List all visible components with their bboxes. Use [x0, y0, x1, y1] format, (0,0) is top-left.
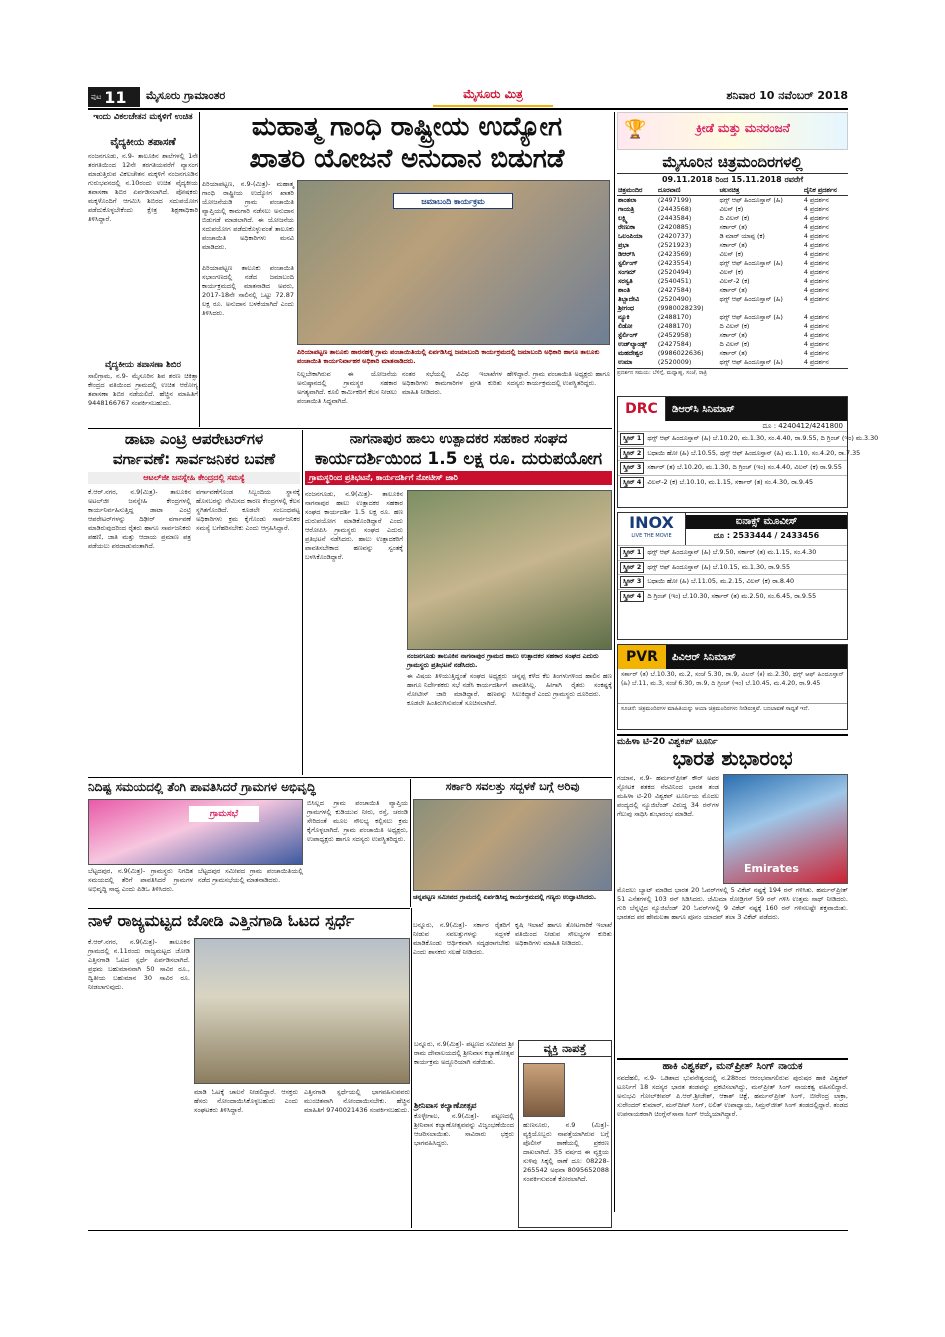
- cinema-cell: ಸರ್ಕಾರ್ (ತ): [719, 241, 748, 249]
- main-story-col1: ಪಿರಿಯಾಪಟ್ಟಣ, ನ.9-(ಮಿತ್ರ)- ಮಹಾತ್ಮ ಗಾಂಧಿ ರಾಷ್ಟ್ರೀಯ ಉದ್ಯೋಗ ಖಾತರಿ ಯೋಜನೆಯಡಿ ಗ್ರಾಮ ಪಂಚಾಯಿತಿ ವ್ಯಾಪ್ತಿಯಲ್ಲಿ ಕಾಮಗಾರಿ ನಡೆಸಲು ಅನುದಾನ ಬಿಡುಗಡೆ ಮಾಡಲಾಗಿದೆ. ಈ ಯೋಜನೆಯ ಸದುಪಯೋಗ ಪಡೆದುಕೊಳ್ಳುವಂತೆ ತಾಲೂಕು ಪಂಚಾಯಿತಿ ಅಧಿಕಾರಿಗಳು ಮನವಿ ಮಾಡಿದರು.: [202, 180, 294, 251]
- cinema-cell: ಸ್ಟರ್ಲಿಂಗ್: [618, 259, 638, 267]
- cinema-cell: (2423554): [657, 259, 692, 267]
- data-entry-col2: ವರ್ಗಾವಣೆಗೊಂಡ ಸಿಬ್ಬಂದಿಯ ಸ್ಥಾನಕ್ಕೆ ಹೊಸಬರನ್ನು ನೇಮಿಸದ ಕಾರಣ ಕೇಂದ್ರಗಳಲ್ಲಿ ಕೆಲಸ ಸ್ಥಗಿತಗೊಂಡಿದೆ. ಕೂಡಲೇ ಸಂಬಂಧಪಟ್ಟ ಅಧಿಕಾರಿಗಳು ಕ್ರಮ ಕೈಗೊಂಡು ಸಾರ್ವಜನಿಕರ ಸಮಸ್ಯೆ ಬಗೆಹರಿಸಬೇಕು ಎಂದು ಆಗ್ರಹಿಸಿದ್ದಾರೆ.: [196, 488, 300, 532]
- showtime-text: ಬಧಾಯಿ ಹೋ (ಹಿ) ಬೆ.10.55, ಥಗ್ಸ್ ಆಫ್ ಹಿಂದೂಸ್ತಾನ್ (ಹಿ) ಮ.1.10, ಸಂ.4.20, ರಾ.7.35: [647, 448, 861, 457]
- drc-block: [617, 396, 879, 508]
- cinema-row: [617, 214, 848, 223]
- cinema-cell: ಥಗ್ಸ್ ಆಫ್ ಹಿಂದೂಸ್ತಾನ್ (ಹಿ): [719, 295, 783, 303]
- header-rule: [88, 108, 848, 110]
- cinema-cell: ಉಡ್‌ಲ್ಯಾಂಡ್ಸ್: [618, 340, 647, 348]
- cinema-cell: (2488170): [657, 313, 692, 321]
- cinema-cell: (2423569): [657, 250, 692, 258]
- showtime-text: ಬಧಾಯಿ ಹೋ (ಹಿ) ಬೆ.11.05, ಮ.2.15, ವಿಲನ್ (ಕ) ರಾ.8.40: [647, 577, 795, 585]
- row-rule: [88, 777, 612, 778]
- row-rule: [88, 428, 612, 429]
- main-story-col1b: ಪಿರಿಯಾಪಟ್ಟಣ ತಾಲೂಕು ಪಂಚಾಯಿತಿ ಸಭಾಂಗಣದಲ್ಲಿ ನಡೆದ ಜಮಾಬಂದಿ ಕಾರ್ಯಕ್ರಮದಲ್ಲಿ ಮಾತನಾಡಿದ ಅವರು, 2017-18ನೇ ಸಾಲಿನಲ್ಲಿ ಒಟ್ಟು 72.87 ಲಕ್ಷ ರೂ. ಅನುದಾನ ಬಳಕೆಯಾಗಿದೆ ಎಂದು ತಿಳಿಸಿದರು.: [202, 264, 294, 317]
- inox-logo: INOX: [629, 513, 674, 532]
- cinema-cell: (2540451): [657, 277, 692, 285]
- screen-badge: ಸ್ಕ್ರೀನ್ 2: [620, 448, 644, 460]
- drc-logo: DRC: [618, 397, 666, 421]
- main-story-col2: ನಿಲ್ಲಬೇಕಾಗಿರುವ ಈ ಯೋಜನೆಯ ಅನುಷ್ಠಾನದಲ್ಲಿ ಗ್ರಾಮಸ್ಥರ ಸಹಕಾರ ಅಗತ್ಯವಾಗಿದೆ. ಕೂಲಿ ಕಾರ್ಮಿಕರಿಗೆ ಕೆಲಸ ನೀಡಲು ಪಂಚಾಯಿತಿ ಸಿದ್ಧವಾಗಿದೆ.: [297, 370, 397, 405]
- cinema-cell: 4 ಪ್ರದರ್ಶನ: [803, 322, 829, 330]
- showtime-row: [618, 589, 847, 604]
- mid-lower-story: [414, 1040, 514, 1228]
- left-story-kicker: ಇಂದು ವಿಕಲಚೇತನ ಮಕ್ಕಳಿಗೆ ಉಚಿತ: [93, 112, 193, 122]
- govt-story: [413, 779, 612, 1039]
- govt-caption: ಚನ್ನಪಟ್ಟಣ ಸಮೀಪದ ಗ್ರಾಮದಲ್ಲಿ ಏರ್ಪಡಿಸಿದ್ದ ಕಾರ್ಯಕ್ರಮದಲ್ಲಿ ಗಣ್ಯರು ಉದ್ಘಾಟಿಸಿದರು.: [413, 893, 597, 901]
- cinema-cell: ದಿ ವಿಲನ್ (ಕ): [719, 322, 750, 330]
- cinema-note: ಪ್ರದರ್ಶನ ಸಮಯ: ಬೆಳಿಗ್ಗೆ, ಮಧ್ಯಾಹ್ನ, ಸಂಜೆ, ರಾತ್ರಿ: [617, 368, 848, 376]
- pvr-logo: PVR: [618, 645, 666, 669]
- showtime-row: [618, 475, 847, 490]
- cinema-row: [617, 295, 848, 304]
- screen-badge: ಸ್ಕ್ರೀನ್ 1: [620, 433, 644, 445]
- bullock-headline: ನಾಳೆ ರಾಜ್ಯಮಟ್ಟದ ಜೋಡಿ ಎತ್ತಿನಗಾಡಿ ಓಟದ ಸ್ಪರ್ಧೆ: [88, 911, 355, 930]
- cinema-cell: 4 ಪ್ರದರ್ಶನ: [803, 313, 829, 321]
- data-entry-col1: ಕೆ.ಆರ್.ನಗರ, ನ.9(ಮಿತ್ರ)- ತಾಲೂಕಿನ ಅಟಲ್‌ಜೀ ಜನಸ್ನೇಹಿ ಕೇಂದ್ರಗಳಲ್ಲಿ ಕಾರ್ಯನಿರ್ವಹಿಸುತ್ತಿದ್ದ ಡಾಟಾ ಎಂಟ್ರಿ ಆಪರೇಟರ್‌ಗಳನ್ನು ದಿಢೀರ್ ವರ್ಗಾವಣೆ ಮಾಡಿರುವುದರಿಂದ ರೈತರು ಹಾಗೂ ಸಾರ್ವಜನಿಕರು ಪಹಣಿ, ಜಾತಿ ಮತ್ತು ಆದಾಯ ಪ್ರಮಾಣ ಪತ್ರ ಪಡೆಯಲು ಪರದಾಡುವಂತಾಗಿದೆ.: [88, 488, 191, 550]
- cinema-cell: ವಿಲನ್ (ಕ): [719, 250, 744, 258]
- cinema-cell: ಥಗ್ಸ್ ಆಫ್ ಹಿಂದೂಸ್ತಾನ್ (ಹಿ): [719, 196, 783, 204]
- left-story: [88, 112, 198, 427]
- coop-photo-caption: ನಂಜನಗೂಡು ತಾಲೂಕಿನ ನಾಗನಾಪುರ ಗ್ರಾಮದ ಹಾಲು ಉತ್ಪಾದಕರ ಸಹಕಾರ ಸಂಘದ ಎದುರು ಗ್ರಾಮಸ್ಥರು ಪ್ರತಿಭಟನೆ ನಡೆಸಿದರು.: [407, 652, 599, 669]
- gram-sabha-banner: ಗ್ರಾಮಸಭೆ: [189, 806, 259, 822]
- govt-headline: ಸರ್ಕಾರಿ ಸವಲತ್ತು ಸದ್ಬಳಕೆ ಬಗ್ಗೆ ಅರಿವು: [445, 780, 580, 793]
- header-cell: ಚಿತ್ರಮಂದಿರ: [618, 186, 643, 194]
- page-number: 11: [104, 87, 127, 107]
- cinema-cell: (2443568): [657, 205, 692, 213]
- cinema-cell: ನ್ಯೂಕಿ: [618, 313, 630, 321]
- cinema-row: [617, 286, 848, 295]
- cinema-cell: (2420737): [657, 232, 692, 240]
- coop-col3: ಚನ್ನಪ್ಪ ಕಳೆದ ಕೆಲ ತಿಂಗಳುಗಳಿಂದ ಹಾಲಿನ ಹಣ ಪಾವತಿಸಿಲ್ಲ. ಹೀಗಾಗಿ ರೈತರು ಸಂಕಷ್ಟಕ್ಕೆ ಸಿಲುಕಿದ್ದಾರೆ ಎಂದು ಗ್ರಾಮಸ್ಥರು ದೂರಿದರು.: [512, 672, 612, 698]
- cinema-row: [617, 304, 848, 313]
- cinema-cell: 4 ಪ್ರದರ್ಶನ: [803, 331, 829, 339]
- cinema-cell: ಥಗ್ಸ್ ಆಫ್ ಹಿಂದೂಸ್ತಾನ್ (ಹಿ): [719, 259, 783, 267]
- coop-headline-2: ಕಾರ್ಯದರ್ಶಿಯಿಂದ 1.5 ಲಕ್ಷ ರೂ. ದುರುಪಯೋಗ: [314, 449, 603, 469]
- cinema-cell: ಲಕ್ಷ್ಮಿ: [618, 214, 628, 222]
- bullock-photo: [194, 938, 410, 1084]
- cinema-cell: ದಿ ವಿಲನ್ (ಕ): [719, 214, 750, 222]
- showtime-text: ಥಗ್ಸ್ ಆಫ್ ಹಿಂದೂಸ್ತಾನ್ (ಹಿ) ಬೆ.10.20, ಮ.1.30, ಸಂ.4.40, ರಾ.9.55, ದಿ ಗ್ರಿಂಚ್ (ಇಂ) ಮ.3.30: [647, 434, 879, 442]
- cinema-cell: (2427584): [657, 286, 692, 294]
- inox-title: ಐನಾಕ್ಸ್ ಮೂವೀಸ್: [686, 515, 847, 529]
- cricket-kicker: ಮಹಿಳಾ ಟಿ-20 ವಿಶ್ವಕಪ್ ಟೂರ್ನಿ: [617, 734, 848, 746]
- cinema-cell: 4 ಪ್ರದರ್ಶನ: [803, 223, 829, 231]
- cinema-cell: ವಿಲನ್ (ಕ): [719, 268, 744, 276]
- main-headline-line2: ಖಾತರಿ ಯೋಜನೆ ಅನುದಾನ ಬಿಡುಗಡೆ: [249, 144, 565, 174]
- cinema-cell: ಸರ್ಕಾರ್ (ತ): [719, 223, 748, 231]
- inox-phone: ದೂ : 2533444 / 2433456: [713, 531, 820, 540]
- cinema-cell: (2488170): [657, 322, 692, 330]
- cinema-cell: ಸರ್ಕಾರ್ (ತ): [719, 349, 748, 357]
- section-label: ಮೈಸೂರು ಗ್ರಾಮಾಂತರ: [146, 89, 226, 102]
- cinema-cell: ಸರ್ಕಾರ್ (ತ): [719, 286, 748, 294]
- cricket-col2: ಮೊದಲು ಬ್ಯಾಟ್ ಮಾಡಿದ ಭಾರತ 20 ಓವರ್‌ಗಳಲ್ಲಿ 5 ವಿಕೆಟ್ ನಷ್ಟಕ್ಕೆ 194 ರನ್ ಗಳಿಸಿತು. ಹರ್ಮನ್‌ಪ್ರೀತ್ 51 ಎಸೆತಗಳಲ್ಲಿ 103 ರನ್ ಸಿಡಿಸಿದರು. ಜೆಮಿಮಾ ರೋಡ್ರಿಗಸ್ 59 ರನ್ ಗಳಿಸಿ ಉತ್ತಮ ಸಾಥ್ ನೀಡಿದರು. ಗುರಿ ಬೆನ್ನಟ್ಟಿದ ನ್ಯೂಜಿಲೆಂಡ್ 20 ಓವರ್‌ಗಳಲ್ಲಿ 9 ವಿಕೆಟ್ ನಷ್ಟಕ್ಕೆ 160 ರನ್ ಗಳಿಸಲಷ್ಟೇ ಶಕ್ತವಾಯಿತು. ಭಾರತದ ಪರ ಹೇಮಲತಾ ಹಾಗೂ ಪೂನಂ ಯಾದವ್ ತಲಾ 3 ವಿಕೆಟ್ ಪಡೆದರು.: [617, 886, 848, 921]
- inox-tagline: LIVE THE MOVIE: [631, 533, 672, 539]
- cinema-cell: ಶಾಂತಲಾ: [618, 196, 637, 204]
- showtime-row: [618, 560, 847, 575]
- cinema-row: [617, 241, 848, 250]
- cricket-col1: ಗಯಾನ, ನ.9- ಹರ್ಮನ್‌ಪ್ರೀತ್ ಕೌರ್ ಅವರ ಸ್ಫೋಟಕ ಶತಕದ ನೆರವಿನಿಂದ ಭಾರತ ತಂಡ ಮಹಿಳಾ ಟಿ-20 ವಿಶ್ವಕಪ್ ಟೂರ್ನಿಯ ಮೊದಲ ಪಂದ್ಯದಲ್ಲಿ ನ್ಯೂಜಿಲೆಂಡ್ ವಿರುದ್ಧ 34 ರನ್‌ಗಳ ಗೆಲುವು ಸಾಧಿಸಿ ಶುಭಾರಂಭ ಮಾಡಿದೆ.: [617, 774, 719, 818]
- sidebar-rule: [614, 112, 615, 1212]
- cricket-photo-text: Emirates: [744, 862, 799, 875]
- cinema-cell: (2427584): [657, 340, 692, 348]
- cinema-cell: ಸ್ಟೆರ್ಲಿಂಗ್: [618, 331, 638, 339]
- cinema-cell: 4 ಪ್ರದರ್ಶನ: [803, 286, 829, 294]
- cinema-cell: ಶ್ರೀಗಂಧ: [618, 304, 635, 312]
- coop-col2: ಈ ವಿಷಯ ತಿಳಿಯುತ್ತಿದ್ದಂತೆ ಸಂಘದ ಅಧ್ಯಕ್ಷರು ಹಾಗೂ ನಿರ್ದೇಶಕರು ಸಭೆ ನಡೆಸಿ ಕಾರ್ಯದರ್ಶಿಗೆ ನೋಟೀಸ್ ಜಾರಿ ಮಾಡಿದ್ದಾರೆ. ಹಣವನ್ನು ಕೂಡಲೇ ಹಿಂತಿರುಗಿಸುವಂತೆ ಸೂಚಿಸಲಾಗಿದೆ.: [407, 672, 507, 707]
- screen-badge: ಸ್ಕ್ರೀನ್ 3: [620, 462, 644, 474]
- cinema-row: [617, 322, 848, 331]
- cinema-title: ಮೈಸೂರಿನ ಚಿತ್ರಮಂದಿರಗಳಲ್ಲಿ: [617, 152, 848, 174]
- cinema-cell: 4 ಪ್ರದರ್ಶನ: [803, 241, 829, 249]
- main-story-col4: ಹೇಳಿದ್ದಾರೆ. ಗ್ರಾಮ ಪಂಚಾಯಿತಿ ಅಧ್ಯಕ್ಷರು ಹಾಗೂ ಸದಸ್ಯರು ಕಾರ್ಯಕ್ರಮದಲ್ಲಿ ಉಪಸ್ಥಿತರಿದ್ದರು.: [507, 370, 610, 387]
- cinema-row: [617, 268, 848, 277]
- cinema-row: [617, 331, 848, 340]
- cricket-headline: ಭಾರತ ಶುಭಾರಂಭ: [672, 746, 793, 770]
- gram-sabha-col3: ಬಿಸಿಲ್ಲದ ಗ್ರಾಮ ಪಂಚಾಯಿತಿ ವ್ಯಾಪ್ತಿಯ ಗ್ರಾಮಗಳಲ್ಲಿ ಕುಡಿಯುವ ನೀರು, ರಸ್ತೆ, ಚರಂಡಿ ಸೇರಿದಂತೆ ಮೂಲ ಸೌಲಭ್ಯ ಕಲ್ಪಿಸಲು ಕ್ರಮ ಕೈಗೊಳ್ಳಲಾಗಿದೆ. ಗ್ರಾಮ ಪಂಚಾಯಿತಿ ಅಧ್ಯಕ್ಷರು, ಉಪಾಧ್ಯಕ್ಷರು ಹಾಗೂ ಸದಸ್ಯರು ಉಪಸ್ಥಿತರಿದ್ದರು.: [307, 799, 408, 843]
- cinema-cell: 4 ಪ್ರದರ್ಶನ: [803, 196, 829, 204]
- cinema-cell: ತಿಬ್ಬಾದೇವಿ: [618, 295, 640, 303]
- left-story-subhead: ವೈದ್ಯಕೀಯ ತಪಾಸಣಾ ಶಿಬಿರ: [105, 360, 181, 370]
- data-entry-story: [88, 430, 300, 775]
- showtime-text: ಥಗ್ಸ್ ಆಫ್ ಹಿಂದೂಸ್ತಾನ್ (ಹಿ) ಬೆ.10.15, ಮ.1.30, ರಾ.9.55: [647, 562, 791, 571]
- cinema-cell: [803, 304, 848, 313]
- sidebar-banner-title: ಕ್ರೀಡೆ ಮತ್ತು ಮನರಂಜನೆ: [696, 121, 790, 135]
- main-story: [202, 112, 612, 427]
- showtime-text: ಥಗ್ಸ್ ಆಫ್ ಹಿಂದೂಸ್ತಾನ್ (ಹಿ) ಬೆ.9.50, ಸರ್ಕಾರ್ (ತ) ಮ.1.15, ಸಂ.4.30: [647, 548, 817, 556]
- cinema-cell: 4 ಪ್ರದರ್ಶನ: [803, 340, 829, 348]
- bullock-col2: ಮಾಡಿ ಓಟಕ್ಕೆ ಚಾಲನೆ ನೀಡಲಿದ್ದಾರೆ. ಆಸಕ್ತರು ಹೆಸರು ನೋಂದಾಯಿಸಿಕೊಳ್ಳಬಹುದು ಎಂದು ಸಂಘಟಕರು ತಿಳಿಸಿದ್ದಾರೆ.: [194, 1088, 298, 1114]
- cricket-photo: [723, 774, 848, 884]
- inox-rows: [618, 545, 847, 603]
- main-photo-caption: ಪಿರಿಯಾಪಟ್ಟಣ ತಾಲೂಕು ಹಾರನಹಳ್ಳಿ ಗ್ರಾಮ ಪಂಚಾಯಿತಿಯಲ್ಲಿ ಏರ್ಪಡಿಸಿದ್ದ ಜಮಾಬಂದಿ ಕಾರ್ಯಕ್ರಮದಲ್ಲಿ ಜಮಾಬಂದಿ ಅಧಿಕಾರಿ ಹಾಗೂ ತಾಲೂಕು ಪಂಚಾಯಿತಿ ಕಾರ್ಯನಿರ್ವಾಹಕ ಅಧಿಕಾರಿ ಮಾತನಾಡಿದರು.: [297, 348, 600, 365]
- cinema-cell: ಸಂಗಮ್: [618, 268, 636, 276]
- cinema-table-header: [617, 186, 848, 196]
- showtime-row: [618, 460, 847, 475]
- cinema-cell: 4 ಪ್ರದರ್ಶನ: [803, 277, 829, 285]
- issue-date: ಶನಿವಾರ 10 ನವೆಂಬರ್ 2018: [726, 89, 848, 102]
- showtime-row: [618, 446, 861, 461]
- cinema-cell: (2452958): [657, 331, 692, 339]
- govt-col1: ಬನ್ನೂರು, ನ.9(ಮಿತ್ರ)- ಸರ್ಕಾರ ರೈತರಿಗೆ ನೀಡುವ ಸವಲತ್ತುಗಳನ್ನು ಸದ್ಬಳಕೆ ಮಾಡಿಕೊಂಡು ಆರ್ಥಿಕವಾಗಿ ಸದೃಢರಾಗಬೇಕು ಎಂದು ಶಾಸಕರು ಸಲಹೆ ನೀಡಿದರು.: [413, 921, 510, 956]
- coop-story: [305, 430, 612, 775]
- pvr-title: ಪಿವಿಆರ್ ಸಿನಿಮಾಸ್: [672, 651, 736, 663]
- coop-headline-1: ನಾಗನಾಪುರ ಹಾಲು ಉತ್ಪಾದಕರ ಸಹಕಾರ ಸಂಘದ: [349, 431, 568, 447]
- trophy-icon: 🏆: [624, 119, 647, 140]
- column-rule: [302, 430, 303, 775]
- missing-person-headline: ವ್ಯಕ್ತಿ ನಾಪತ್ತೆ: [519, 1041, 611, 1057]
- gram-sabha-headline: ನಿದಿಷ್ಟ ಸಮಯದಲ್ಲಿ ತೆಂಗಿ ಪಾವತಿಸಿದರೆ ಗ್ರಾಮಗಳ ಅಭಿವೃದ್ಧಿ: [88, 780, 316, 794]
- cinema-cell: ಸರಸ್ವತಿ: [618, 277, 633, 285]
- page-number-badge: [88, 87, 140, 107]
- cinema-cell: 4 ಪ್ರದರ್ಶನ: [803, 250, 829, 258]
- cinema-row: [617, 232, 848, 241]
- mid-lower-subhead: ಶ್ರೀನಿವಾಸ ಕಲ್ಯಾಣೋತ್ಸವ: [414, 1101, 477, 1110]
- cinema-cell: 4 ಪ್ರದರ್ಶನ: [803, 259, 829, 267]
- cinema-cell: ಥಗ್ಸ್ ಆಫ್ ಹಿಂದೂಸ್ತಾನ್ (ಹಿ): [719, 358, 783, 366]
- hockey-headline: ಹಾಕಿ ವಿಶ್ವಕಪ್, ಮನ್‌ಪ್ರೀತ್ ಸಿಂಗ್ ನಾಯಕ: [617, 1058, 848, 1074]
- cinema-row: [617, 313, 848, 322]
- cinema-cell: 4 ಪ್ರದರ್ಶನ: [803, 205, 829, 213]
- left-story-body: ನಂಜನಗೂಡು, ನ.9- ತಾಲೂಕಿನ ಶಾಲೆಗಳಲ್ಲಿ 1ನೇ ತರಗತಿಯಿಂದ 12ನೇ ತರಗತಿಯವರೆಗೆ ವ್ಯಾಸಂಗ ಮಾಡುತ್ತಿರುವ ವಿಕಲಚೇತನ ಮಕ್ಕಳಿಗೆ ನಂಜನಗೂಡಿನ ಗುರುಭವನದಲ್ಲಿ ನ.10ರಂದು ಉಚಿತ ವೈದ್ಯಕೀಯ ತಪಾಸಣಾ ಶಿಬಿರ ಏರ್ಪಡಿಸಲಾಗಿದೆ. ಪೋಷಕರು ಮಕ್ಕಳೊಂದಿಗೆ ಆಗಮಿಸಿ ಶಿಬಿರದ ಸದುಪಯೋಗ ಪಡೆದುಕೊಳ್ಳಬೇಕೆಂದು ಕ್ಷೇತ್ರ ಶಿಕ್ಷಣಾಧಿಕಾರಿ ತಿಳಿಸಿದ್ದಾರೆ.: [88, 152, 198, 223]
- page-label: ಪುಟ: [91, 92, 102, 101]
- column-rule: [199, 112, 200, 427]
- gram-sabha-photo: [88, 799, 303, 865]
- cinema-cell: [718, 304, 802, 313]
- main-story-col3: ನಂತರ ಸಭೆಯಲ್ಲಿ ವಿವಿಧ ಇಲಾಖೆಗಳ ಅಧಿಕಾರಿಗಳು ಕಾಮಗಾರಿಗಳ ಪ್ರಗತಿ ಕುರಿತು ಮಾಹಿತಿ ನೀಡಿದರು.: [402, 370, 502, 396]
- data-entry-headline-2: ವರ್ಗಾವಣೆ: ಸಾರ್ವಜನಿಕರ ಬವಣೆ: [112, 450, 276, 468]
- cinema-cell: (9986022636): [657, 349, 704, 357]
- drc-phone: ದೂ : 4240412/4241800: [762, 422, 843, 430]
- pvr-body: ಸರ್ಕಾರ್ (ತ) ಬೆ.10.30, ಮ.2, ಸಂಜೆ 5.30, ರಾ.9, ವಿಲನ್ (ಕ) ಮ.2.30, ಥಗ್ಸ್ ಆಫ್ ಹಿಂದೂಸ್ತಾನ್ (ಹಿ) ಬೆ.11, ಮ.3, ಸಂಜೆ 6.30, ರಾ.9, ದಿ ಗ್ರಿಂಚ್ (ಇಂ) ಬೆ.10.45, ಮ.4.20, ರಾ.9.45: [621, 671, 844, 687]
- photo-banner: ಜಮಾಬಂದಿ ಕಾರ್ಯಕ್ರಮ: [393, 193, 513, 209]
- screen-badge: ಸ್ಕ್ರೀನ್ 1: [620, 547, 644, 559]
- cinema-row: [617, 349, 848, 358]
- inox-logo-box: [618, 513, 686, 545]
- cinema-cell: 4 ಪ್ರದರ್ಶನ: [803, 349, 829, 357]
- cinema-listing: [617, 152, 848, 392]
- cinema-cell: ಶಾಂತಿ: [618, 286, 630, 294]
- cinema-cell: ವಿಲನ್ (ಕ): [719, 205, 744, 213]
- mid-lower-col2: ಕೊಳ್ಳೇಗಾಲ, ನ.9(ಮಿತ್ರ)- ಪಟ್ಟಣದಲ್ಲಿ ಶ್ರೀನಿವಾಸ ಕಲ್ಯಾಣೋತ್ಸವವನ್ನು ವಿಜೃಂಭಣೆಯಿಂದ ಆಚರಿಸಲಾಯಿತು. ಸಾವಿರಾರು ಭಕ್ತರು ಭಾಗವಹಿಸಿದ್ದರು.: [414, 1112, 514, 1147]
- footer-rule: [88, 1230, 848, 1231]
- cinema-cell: ಉಮಾ: [618, 358, 633, 366]
- pvr-note: ಸೂಚನೆ: ಚಿತ್ರಮಂದಿರಗಳ ಮಾಹಿತಿಯನ್ನು ಆಯಾ ಚಿತ್ರಮಂದಿರಗಳು ನೀಡಿರುತ್ತವೆ. ಬದಲಾವಣೆ ಸಾಧ್ಯತೆ ಇದೆ.: [618, 703, 847, 727]
- cinema-cell: ಡಿಆರ್‌ಸಿ: [618, 250, 636, 258]
- cinema-table: [617, 186, 848, 367]
- inox-block: [617, 512, 848, 640]
- cinema-cell: 4 ಪ್ರದರ್ಶನ: [803, 295, 829, 303]
- cinema-cell: (2443584): [657, 214, 692, 222]
- cinema-cell: (2520009): [657, 358, 692, 366]
- main-headline-line1: ಮಹಾತ್ಮ ಗಾಂಧಿ ರಾಷ್ಟ್ರೀಯ ಉದ್ಯೋಗ: [251, 112, 563, 142]
- cinema-cell: ಸರ್ಕಾರ್ (ತ): [719, 331, 748, 339]
- cinema-cell: ಮಹದೇಶ್ವರ: [618, 349, 643, 357]
- showtime-text: ದಿ ಗ್ರಿಂಚ್ (ಇಂ) ಬೆ.10.30, ಸರ್ಕಾರ್ (ತ) ಮ.2.50, ಸಂ.6.45, ರಾ.9.55: [647, 591, 817, 600]
- data-entry-strap: ಆಟಲ್‌ಜೀ ಜನಸ್ನೇಹಿ ಕೇಂದ್ರದಲ್ಲಿ ಸಮಸ್ಯೆ: [88, 472, 300, 484]
- gram-sabha-story: [88, 779, 408, 907]
- cinema-dates: 09.11.2018 ರಿಂದ 15.11.2018 ರವರೆಗೆ: [661, 175, 804, 184]
- gram-sabha-col1: ಬೆಟ್ಟದಪುರ, ನ.9(ಮಿತ್ರ)- ಗ್ರಾಮಸ್ಥರು ನಿಗದಿತ ಸಮಯದಲ್ಲಿ ತೆರಿಗೆ ಪಾವತಿಸಿದರೆ ಗ್ರಾಮಗಳ ಅಭಿವೃದ್ಧಿ ಸಾಧ್ಯ ಎಂದು ಪಿಡಿಒ ತಿಳಿಸಿದರು.: [88, 867, 193, 893]
- cricket-story: [617, 734, 848, 1054]
- bullock-col1: ಕೆ.ಆರ್.ನಗರ, ನ.9(ಮಿತ್ರ)- ತಾಲೂಕಿನ ಗ್ರಾಮದಲ್ಲಿ ನ.11ರಂದು ರಾಜ್ಯಮಟ್ಟದ ಜೋಡಿ ಎತ್ತಿನಗಾಡಿ ಓಟದ ಸ್ಪರ್ಧೆ ಏರ್ಪಡಿಸಲಾಗಿದೆ. ಪ್ರಥಮ ಬಹುಮಾನವಾಗಿ 50 ಸಾವಿರ ರೂ., ದ್ವಿತೀಯ ಬಹುಮಾನ 30 ಸಾವಿರ ರೂ. ನೀಡಲಾಗುವುದು.: [88, 938, 190, 991]
- cinema-row: [617, 277, 848, 286]
- cinema-cell: (2520490): [657, 295, 692, 303]
- header-cell: ದೂರವಾಣಿ: [657, 186, 681, 194]
- missing-person-body: ಹುಣಸೂರು, ನ.9 (ಮಿತ್ರ)- ವ್ಯಕ್ತಿಯೊಬ್ಬರು ನಾಪತ್ತೆಯಾಗಿರುವ ಬಗ್ಗೆ ಪೊಲೀಸ್ ಠಾಣೆಯಲ್ಲಿ ಪ್ರಕರಣ ದಾಖಲಾಗಿದೆ. 35 ವರ್ಷದ ಈ ವ್ಯಕ್ತಿಯ ಸುಳಿವು ಸಿಕ್ಕಲ್ಲಿ ಠಾಣೆ ದೂ: 08228-265542 ಅಥವಾ 8095652088 ಸಂಪರ್ಕಿಸುವಂತೆ ಕೋರಲಾಗಿದೆ.: [523, 1121, 609, 1183]
- left-story-body2: ಸಾಲಿಗ್ರಾಮ, ನ.9- ಮೈಸೂರಿನ ಶಿವ ಶರಣ ಚಿಕಿತ್ಸಾ ಕೇಂದ್ರದ ವತಿಯಿಂದ ಗ್ರಾಮದಲ್ಲಿ ಉಚಿತ ಆರೋಗ್ಯ ತಪಾಸಣಾ ಶಿಬಿರ ನಡೆಯಲಿದೆ. ಹೆಚ್ಚಿನ ಮಾಹಿತಿಗೆ 9448166767 ಸಂಪರ್ಕಿಸಬಹುದು.: [88, 372, 198, 407]
- gram-sabha-col2: ಬೆಟ್ಟದಪುರ ಸಮೀಪದ ಗ್ರಾಮ ಪಂಚಾಯಿತಿಯಲ್ಲಿ ನಡೆದ ಗ್ರಾಮಸಭೆಯಲ್ಲಿ ಮಾತನಾಡಿದರು.: [198, 867, 303, 884]
- cinema-row: [617, 340, 848, 349]
- showtime-text: ಸರ್ಕಾರ್ (ತ) ಬೆ.10.20, ಮ.1.30, ದಿ ಗ್ರಿಂಚ್ (ಇಂ) ಸಂ.4.40, ವಿಲನ್ (ಕ) ರಾ.9.55: [647, 463, 842, 471]
- screen-badge: ಸ್ಕ್ರೀನ್ 4: [620, 477, 644, 489]
- bullock-story: [88, 910, 410, 1228]
- cinema-cell: ಥಗ್ಸ್ ಆಫ್ ಹಿಂದೂಸ್ತಾನ್ (ಹಿ): [719, 313, 783, 321]
- cinema-cell: ಲಿಡೋ: [618, 322, 633, 330]
- screen-badge: ಸ್ಕ್ರೀನ್ 3: [620, 576, 644, 588]
- cinema-cell: ಪ್ರಭಾ: [618, 241, 629, 249]
- cinema-cell: ವಿಲನ್-2 (ಕ): [719, 277, 750, 285]
- cinema-cell: 4 ಪ್ರದರ್ಶನ: [803, 268, 829, 276]
- pvr-block: [617, 644, 848, 730]
- cinema-cell: ಡಿ ಮಾರ್ ಯಾಪ್ಪ (ಕ): [719, 232, 765, 240]
- cinema-row: [617, 223, 848, 232]
- bullock-col3: ಎತ್ತಿನಗಾಡಿ ಸ್ಪರ್ಧೆಯಲ್ಲಿ ಭಾಗವಹಿಸುವವರು ಮುಂಚಿತವಾಗಿ ನೋಂದಾಯಿಸಬೇಕು. ಹೆಚ್ಚಿನ ಮಾಹಿತಿಗೆ 9740021436 ಸಂಪರ್ಕಿಸಬಹುದು.: [304, 1088, 410, 1114]
- hockey-story: [617, 1058, 848, 1228]
- cinema-row: [617, 196, 848, 206]
- drc-rows: [618, 431, 879, 489]
- cinema-row: [617, 205, 848, 214]
- cinema-cell: ಗಾಯತ್ರಿ: [618, 205, 635, 213]
- screen-badge: ಸ್ಕ್ರೀನ್ 2: [620, 562, 644, 574]
- missing-person: [518, 1040, 612, 1228]
- column-rule: [410, 779, 411, 907]
- left-story-headline: ವೈದ್ಯಕೀಯ ತಪಾಸಣೆ: [110, 137, 176, 148]
- cinema-cell: 4 ಪ್ರದರ್ಶನ: [803, 232, 829, 240]
- showtime-text: ವಿಲನ್-2 (ಕ) ಬೆ.10.10, ಮ.1.15, ಸರ್ಕಾರ್ (ತ) ಸಂ.4.30, ರಾ.9.45: [647, 477, 814, 486]
- govt-photo: [413, 799, 612, 891]
- cinema-row: [617, 358, 848, 367]
- column-rule: [411, 908, 412, 1228]
- cinema-rows: [617, 196, 848, 368]
- cinema-cell: ಒಲಂಪಿಯಾ: [618, 232, 643, 240]
- cinema-row: [617, 259, 848, 268]
- coop-strap: ಗ್ರಾಮಸ್ಥರಿಂದ ಪ್ರತಿಭಟನೆ, ಕಾರ್ಯದರ್ಶಿಗೆ ನೋಟೀಸ್ ಜಾರಿ: [305, 471, 612, 485]
- cinema-row: [617, 250, 848, 259]
- sidebar-banner: [617, 112, 848, 150]
- cinema-cell: (2521923): [657, 241, 692, 249]
- drc-title: ಡಿಆರ್‌ಸಿ ಸಿನಿಮಾಸ್: [672, 403, 735, 415]
- page-header: [88, 87, 848, 107]
- masthead: ಮೈಸೂರು ಮಿತ್ರ: [433, 87, 553, 107]
- cinema-cell: (2520494): [657, 268, 692, 276]
- showtime-row: [618, 545, 847, 560]
- data-entry-headline-1: ಡಾಟಾ ಎಂಟ್ರಿ ಆಪರೇಟರ್‌ಗಳ: [124, 430, 264, 448]
- cinema-cell: (2420885): [657, 223, 692, 231]
- mid-lower-col1: ಬನ್ನೂರು, ನ.9(ಮಿತ್ರ)- ಪಟ್ಟಣದ ಸಮೀಪದ ಶ್ರೀ ರಾಮ ದೇವಾಲಯದಲ್ಲಿ ಶ್ರೀನಿವಾಸ ಕಲ್ಯಾಣೋತ್ಸವ ಕಾರ್ಯಕ್ರಮ ಅದ್ದೂರಿಯಾಗಿ ನಡೆಯಿತು.: [414, 1040, 514, 1066]
- cinema-cell: (2497199): [657, 196, 692, 204]
- coop-photo: [407, 490, 612, 650]
- hockey-body: ನವದೆಹಲಿ, ನ.9- ಒಡಿಶಾದ ಭುವನೇಶ್ವರದಲ್ಲಿ ನ.28ರಿಂದ ಆರಂಭವಾಗಲಿರುವ ಪುರುಷರ ಹಾಕಿ ವಿಶ್ವಕಪ್ ಟೂರ್ನಿಗೆ 18 ಸದಸ್ಯರ ಭಾರತ ತಂಡವನ್ನು ಪ್ರಕಟಿಸಲಾಗಿದ್ದು, ಮನ್‌ಪ್ರೀತ್ ಸಿಂಗ್ ನಾಯಕತ್ವ ವಹಿಸಲಿದ್ದಾರೆ. ಅನುಭವಿ ಗೋಲ್‌ಕೀಪರ್ ಪಿ.ಆರ್.ಶ್ರೀಜೇಶ್, ಆಕಾಶ್ ಚಿಕ್ಟೆ, ಹರ್ಮನ್‌ಪ್ರೀತ್ ಸಿಂಗ್, ಬೀರೇಂದ್ರ ಲಾಕ್ರಾ, ಸುರೇಂದರ್ ಕುಮಾರ್, ಮನ್‌ದೀಪ್ ಸಿಂಗ್, ಲಲಿತ್ ಉಪಾಧ್ಯಾಯ, ಸಿಮ್ರನ್‌ಜೀತ್ ಸಿಂಗ್ ತಂಡದಲ್ಲಿದ್ದಾರೆ. ತಂಡದ ಉಪನಾಯಕರಾಗಿ ಚಿಂಗ್ಲೆನ್‌ಸಾನಾ ಸಿಂಗ್ ಆಯ್ಕೆಯಾಗಿದ್ದಾರೆ.: [617, 1074, 848, 1118]
- cinema-cell: (9980028239): [657, 304, 704, 312]
- screen-badge: ಸ್ಕ್ರೀನ್ 4: [620, 591, 644, 603]
- header-cell: ಚಲನಚಿತ್ರ: [719, 186, 740, 194]
- showtime-row: [618, 574, 847, 589]
- main-story-photo: [297, 180, 610, 345]
- missing-person-photo: [523, 1063, 565, 1117]
- cinema-cell: ರೇಣುಕಾ: [618, 223, 636, 231]
- cinema-cell: ದಿ ವಿಲನ್ (ಕ): [719, 340, 750, 348]
- row-rule: [88, 908, 410, 909]
- govt-col2: ಕೃಷಿ ಇಲಾಖೆ ಹಾಗೂ ತೋಟಗಾರಿಕೆ ಇಲಾಖೆ ವತಿಯಿಂದ ನೀಡುವ ಸೌಲಭ್ಯಗಳ ಕುರಿತು ಅಧಿಕಾರಿಗಳು ಮಾಹಿತಿ ನೀಡಿದರು.: [515, 921, 612, 947]
- coop-col1: ನಂಜನಗೂಡು, ನ.9(ಮಿತ್ರ)- ತಾಲೂಕಿನ ನಾಗನಾಪುರ ಹಾಲು ಉತ್ಪಾದಕರ ಸಹಕಾರ ಸಂಘದ ಕಾರ್ಯದರ್ಶಿ 1.5 ಲಕ್ಷ ರೂ. ಹಣ ದುರುಪಯೋಗ ಮಾಡಿಕೊಂಡಿದ್ದಾರೆ ಎಂದು ಆರೋಪಿಸಿ ಗ್ರಾಮಸ್ಥರು ಸಂಘದ ಎದುರು ಪ್ರತಿಭಟನೆ ನಡೆಸಿದರು. ಹಾಲು ಉತ್ಪಾದಕರಿಗೆ ಪಾವತಿಸಬೇಕಾದ ಹಣವನ್ನು ಸ್ವಂತಕ್ಕೆ ಬಳಸಿಕೊಂಡಿದ್ದಾರೆ.: [305, 490, 403, 561]
- showtime-row: [618, 431, 879, 446]
- cinema-cell: 4 ಪ್ರದರ್ಶನ: [803, 214, 829, 222]
- header-cell: ದೈನಿಕ ಪ್ರದರ್ಶನ: [803, 186, 837, 194]
- cinema-cell: 4 ಪ್ರದರ್ಶನ: [803, 358, 829, 366]
